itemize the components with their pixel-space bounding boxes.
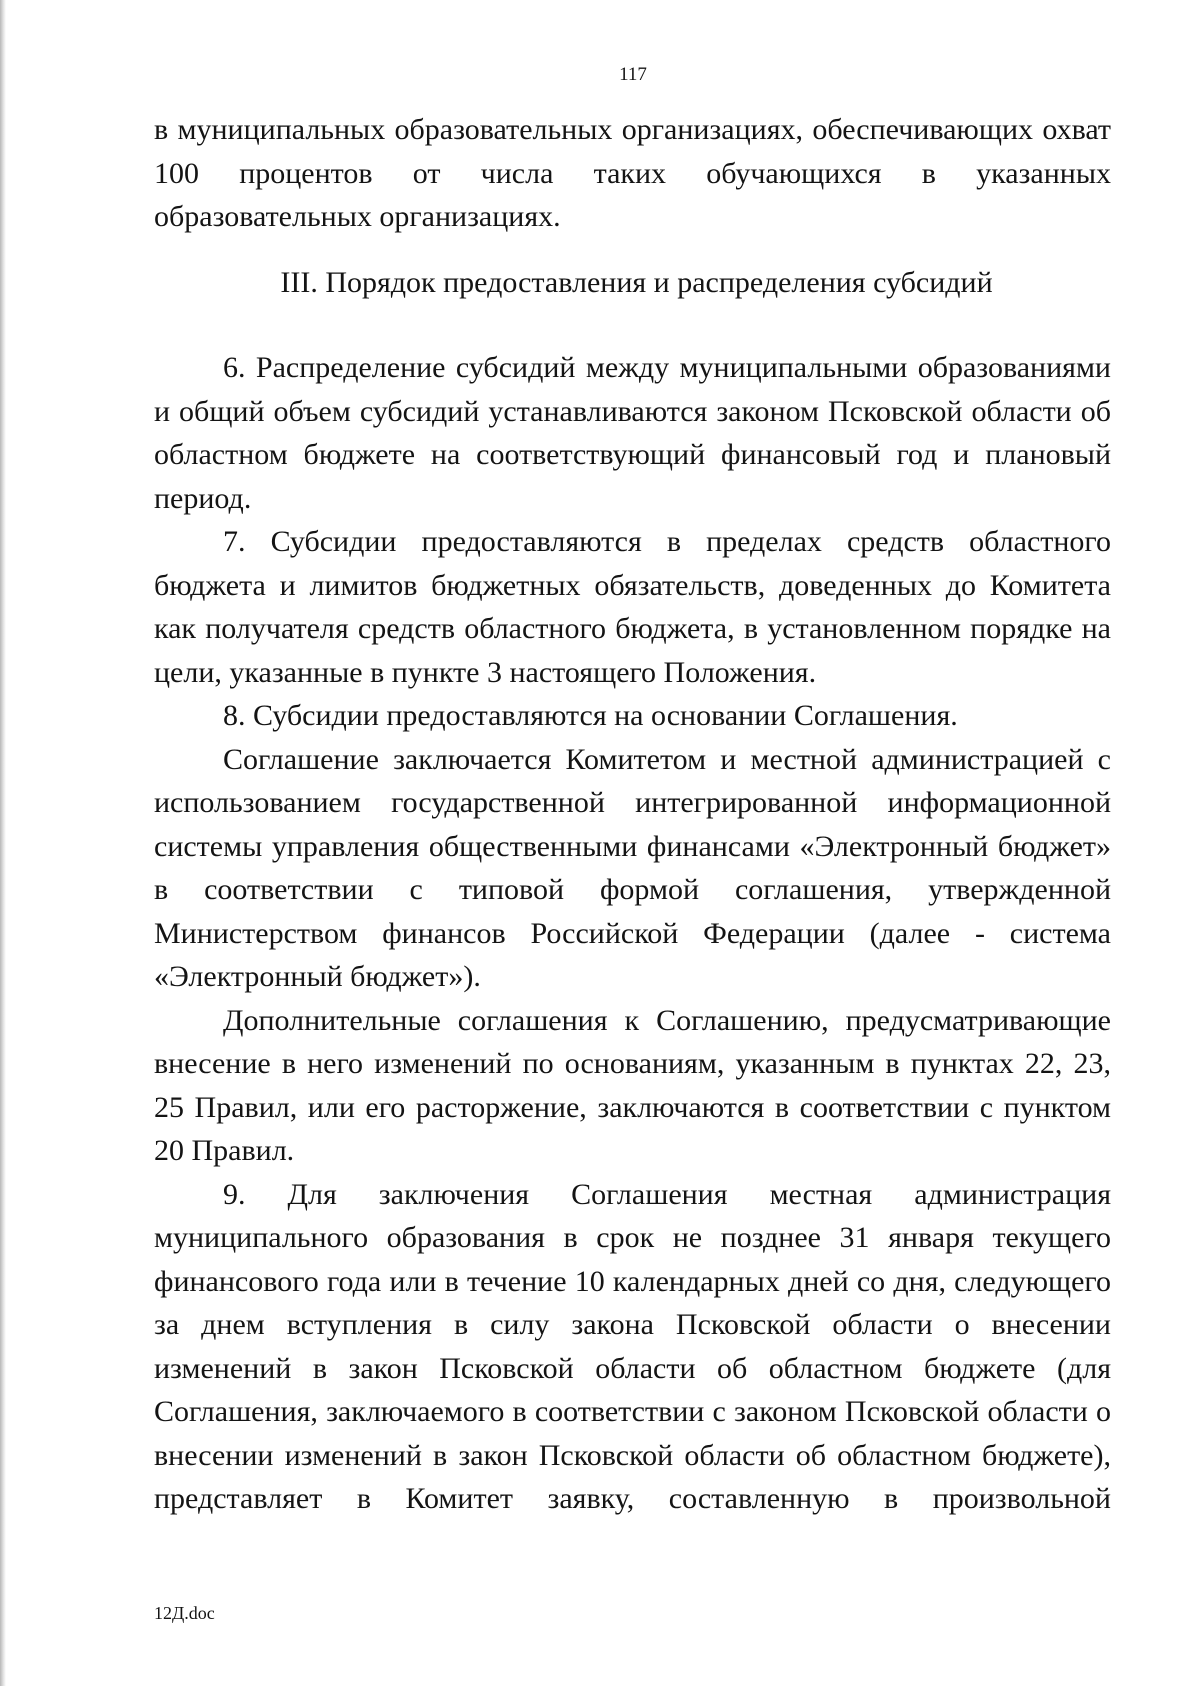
footer-filename: 12Д.doc — [154, 1603, 215, 1623]
paragraph-8-agreement: Соглашение заключается Комитетом и местной администрацией с использованием государственной интегрированной информационной системы управления общественными финансами «Электронный бюджет» в соответствии с типовой формой соглашения, утвержденной Министерством финансов Российской Федерации (далее - система «Электронный бюджет»). — [154, 742, 1111, 993]
intro-line-2: 100 процентов от числа таких обучающихся в указанных — [154, 156, 1111, 190]
paragraph-6: 6. Распределение субсидий между муниципальными образованиями и общий объем субсидий устанавливаются законом Псковской области об областном бюджете на соответствующий финансовый год и плановый период. — [154, 351, 1111, 515]
section-heading: III. Порядок предоставления и распределения субсидий — [280, 265, 993, 299]
paragraph-7: 7. Субсидии предоставляются в пределах средств областного бюджета и лимитов бюджетных обязательств, доведенных до Комитета как получателя средств областного бюджета, в установленном порядке на цели, указанные в пункте 3 настоящего Положения. — [154, 525, 1111, 689]
paragraph-8-additional: Дополнительные соглашения к Соглашению, предусматривающие внесение в него изменений по основаниям, указанным в пунктах 22, 23, 25 Правил, или его расторжение, заключаются в соответствии с пунктом 20 Правил. — [154, 1003, 1111, 1167]
intro-line-3: образовательных организациях. — [154, 200, 561, 233]
scan-edge — [0, 0, 6, 1686]
intro-line-1: в муниципальных образовательных организациях, обеспечивающих охват — [154, 113, 1111, 146]
page-number: 117 — [619, 64, 647, 85]
paragraph-8: 8. Субсидии предоставляются на основании Соглашения. — [223, 699, 958, 732]
paragraph-9: 9. Для заключения Соглашения местная администрация муниципального образования в срок не позднее 31 января текущего финансового года или в течение 10 календарных дней со дня, следующего за днем вступления в силу закона Псковской области о внесении изменений в закон Псковской области об областном бюджете (для Соглашения, заключаемого в соответствии с законом Псковской области о внесении изменений в закон Псковской области об областном бюджете), представляет в Комитет заявку, составленную в произвольной — [154, 1177, 1111, 1515]
document-body — [154, 108, 1111, 1521]
